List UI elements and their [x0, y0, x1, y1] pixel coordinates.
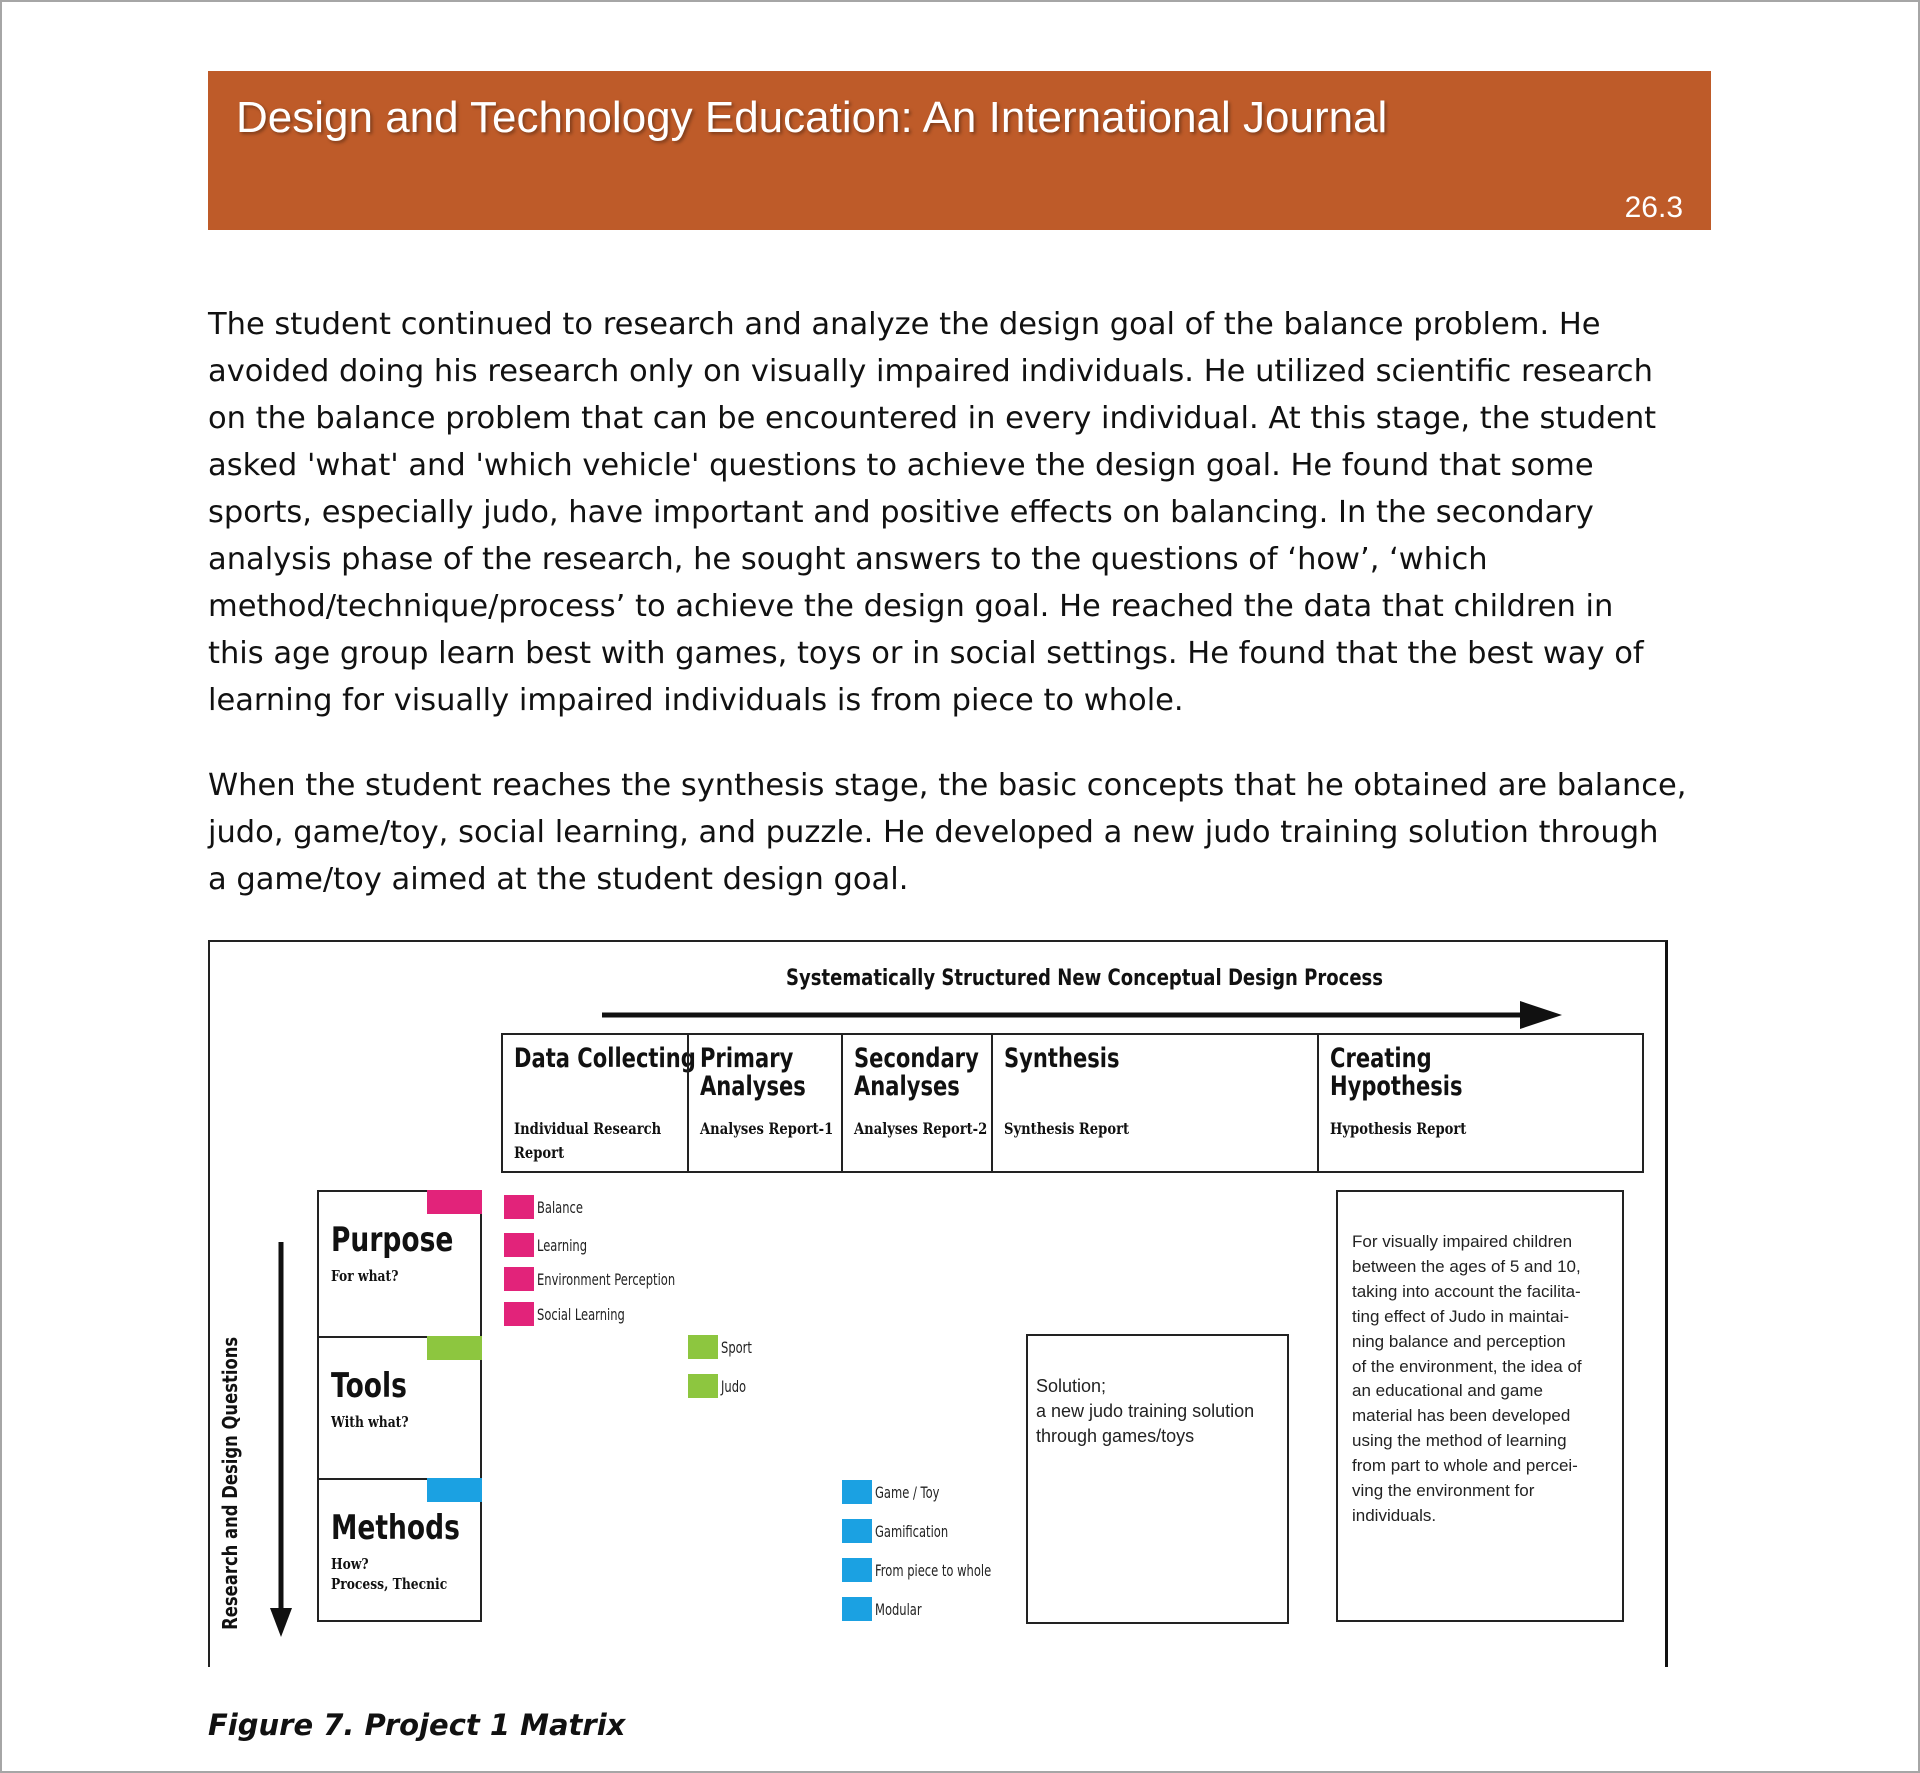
paragraph-line: When the student reaches the synthesis stage, the basic concepts that he obtained are balance,: [208, 768, 1687, 803]
tools-item: Judo: [688, 1373, 756, 1399]
stage-report: Analyses Report-2: [854, 1119, 988, 1138]
stage-report: Hypothesis Report: [1330, 1119, 1467, 1138]
paragraph-line: analysis phase of the research, he sought answers to the questions of ‘how’, ‘which: [208, 542, 1488, 577]
journal-header-banner: [208, 71, 1711, 230]
solution-text: Solution; a new judo training solution through games/toys: [1036, 1376, 1255, 1446]
question-methods: [319, 1478, 480, 1620]
purpose-color-tab: [427, 1190, 482, 1214]
question-subtitle: With what?: [331, 1413, 409, 1431]
figure-title: Systematically Structured New Conceptual Design Process: [786, 966, 1384, 991]
question-panel: [317, 1190, 482, 1622]
methods-item: Game / Toy: [842, 1479, 965, 1505]
methods-color-tab: [427, 1478, 482, 1502]
figure-matrix-diagram: [208, 940, 1668, 1667]
magenta-swatch: [504, 1302, 534, 1326]
blue-swatch: [842, 1597, 872, 1621]
tools-item: Sport: [688, 1334, 764, 1360]
methods-item: Gamification: [842, 1518, 977, 1544]
stage-report: Analyses Report-1: [700, 1119, 834, 1138]
purpose-item: Balance: [504, 1194, 601, 1220]
down-arrow-icon: [237, 1242, 317, 1642]
body-paragraph-2: [208, 762, 1728, 903]
methods-item: Modular: [842, 1596, 940, 1622]
paragraph-line: avoided doing his research only on visually impaired individuals. He utilized scientific research: [208, 354, 1653, 389]
blue-swatch: [842, 1519, 872, 1543]
question-title: Purpose: [331, 1220, 454, 1260]
paragraph-line: method/technique/process’ to achieve the design goal. He reached the data that children in: [208, 589, 1614, 624]
magenta-swatch: [504, 1195, 534, 1219]
journal-title: Design and Technology Education: An International Journal: [236, 93, 1388, 142]
stage-name: Primary Analyses: [700, 1043, 806, 1102]
stage-creating-hypothesis: [1317, 1035, 1642, 1171]
body-paragraph-1: [208, 301, 1728, 724]
purpose-item: Social Learning: [504, 1301, 659, 1327]
stage-name: Synthesis: [1004, 1043, 1120, 1074]
paragraph-line: a game/toy aimed at the student design goal.: [208, 862, 909, 897]
question-tools: [319, 1336, 480, 1478]
question-subtitle: How? Process, Thecnic: [331, 1555, 448, 1593]
paragraph-line: on the balance problem that can be encountered in every individual. At this stage, the student: [208, 401, 1657, 436]
tools-color-tab: [427, 1336, 482, 1360]
methods-item: From piece to whole: [842, 1557, 1036, 1583]
paragraph-line: sports, especially judo, have important and positive effects on balancing. In the secondary: [208, 495, 1594, 530]
stage-report: Individual Research Report: [514, 1119, 662, 1162]
question-subtitle: For what?: [331, 1267, 399, 1285]
paragraph-line: judo, game/toy, social learning, and puzzle. He developed a new judo training solution through: [208, 815, 1659, 850]
journal-issue-number: 26.3: [1624, 191, 1683, 224]
hypothesis-box: [1336, 1190, 1624, 1622]
question-title: Tools: [331, 1366, 407, 1406]
paragraph-line: this age group learn best with games, toys or in social settings. He found that the best way of: [208, 636, 1644, 671]
green-swatch: [688, 1374, 718, 1398]
figure-caption: Figure 7. Project 1 Matrix: [208, 1708, 626, 1742]
stage-name: Creating Hypothesis: [1330, 1043, 1463, 1102]
blue-swatch: [842, 1558, 872, 1582]
question-purpose: [319, 1192, 480, 1336]
magenta-swatch: [504, 1233, 534, 1257]
stage-report: Synthesis Report: [1004, 1119, 1130, 1138]
solution-box: [1026, 1334, 1289, 1624]
stage-primary-analyses: [687, 1035, 841, 1171]
purpose-item: Learning: [504, 1232, 606, 1258]
stage-secondary-analyses: [841, 1035, 991, 1171]
stage-name: Secondary Analyses: [854, 1043, 979, 1102]
stage-header-table: [501, 1033, 1644, 1173]
blue-swatch: [842, 1480, 872, 1504]
magenta-swatch: [504, 1267, 534, 1291]
question-title: Methods: [331, 1508, 460, 1548]
process-arrow: [602, 994, 1562, 1034]
paragraph-line: The student continued to research and analyze the design goal of the balance problem. He: [208, 307, 1601, 342]
stage-name: Data Collecting: [514, 1043, 696, 1074]
green-swatch: [688, 1335, 718, 1359]
hypothesis-text: For visually impaired children between the ages of 5 and 10, taking into account the facilita- ting effect of Judo in maintai- ning balance and perception of the environment, the idea of an educational and game material has been developed using the method of learning from part to whole and percei- ving the environment for individuals.: [1352, 1232, 1582, 1525]
side-axis-label: Research and Design Questions: [218, 1336, 242, 1630]
paragraph-line: asked 'what' and 'which vehicle' questions to achieve the design goal. He found that some: [208, 448, 1594, 483]
paragraph-line: learning for visually impaired individuals is from piece to whole.: [208, 683, 1184, 718]
stage-synthesis: [991, 1035, 1317, 1171]
stage-data-collecting: [503, 1035, 696, 1171]
purpose-item: Environment Perception: [504, 1266, 729, 1292]
